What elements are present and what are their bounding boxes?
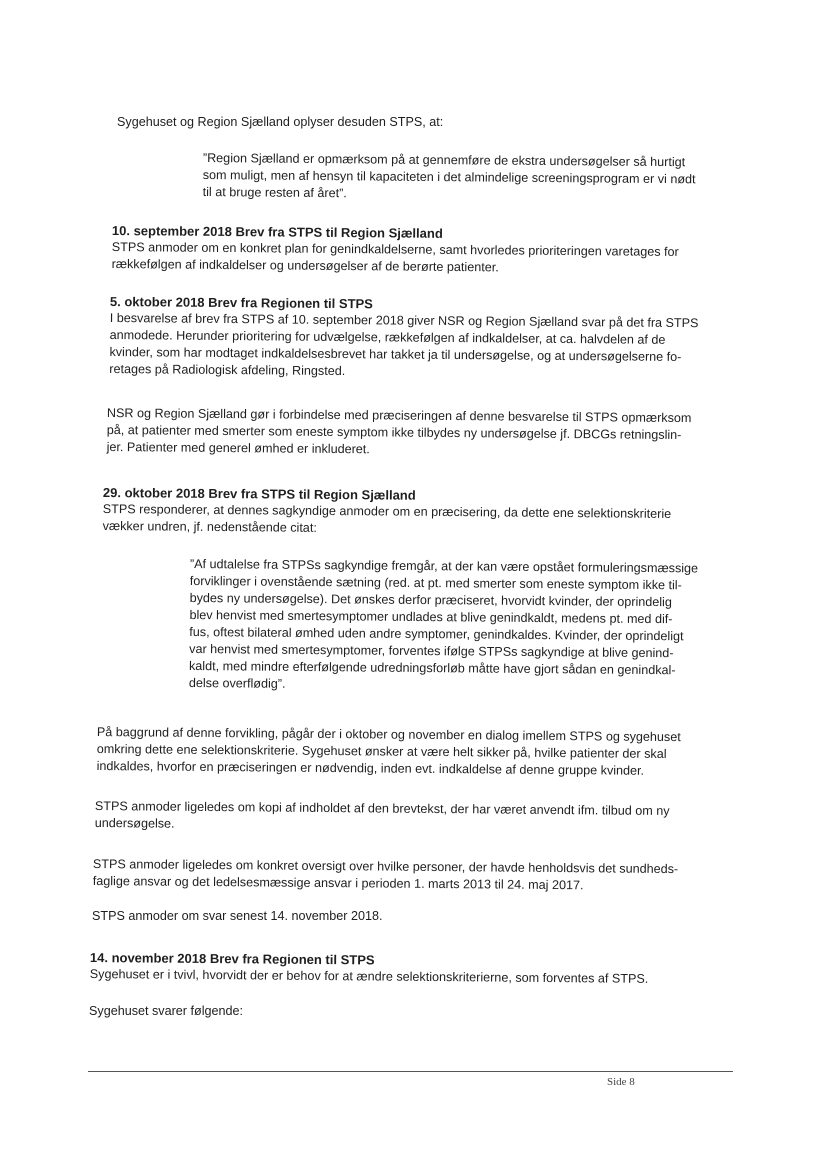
section-heading: 29. oktober 2018 Brev fra STPS til Region Sjælland xyxy=(102,484,416,503)
intro-quote: ”Region Sjælland er opmærksom på at gennemføre de ekstra undersøgelser så hurtigt som muligt, men af hensyn til kapaciteten i det almindelige screeningsprogram er vi nødt til at bruge resten af året”. xyxy=(202,150,696,201)
page-number: Side 8 xyxy=(607,1076,635,1088)
intro-line: Sygehuset og Region Sjælland oplyser desuden STPS, at: xyxy=(117,115,444,129)
section-heading: 10. september 2018 Brev fra STPS til Region Sjælland xyxy=(111,222,443,241)
section-sep10: 10. september 2018 Brev fra STPS til Region Sjælland STPS anmoder om en konkret plan for genindkaldelserne, samt hvorledes prioriteringen varetages for rækkefølgen af indkaldelser og undersøgelser af de berørte patienter. xyxy=(111,222,679,275)
paragraph: STPS anmoder om svar senest 14. november 2018. xyxy=(92,909,383,923)
paragraph: STPS anmoder ligeledes om konkret oversigt over hvilke personer, der havde henholdsvis det sundheds- faglige ansvar og det ledelsesmæssige ansvar i perioden 1. marts 2013 til 24. maj 2017. xyxy=(92,856,679,893)
section-okt5: 5. oktober 2018 Brev fra Regionen til STPS I besvarelse af brev fra STPS af 10. september 2018 giver NSR og Region Sjælland svar på det fra STPS anmodede. Herunder prioritering for udvælgelse, rækkefølgen af indkaldelser, at ca. halvdelen af de kvinder, som har modtaget indkaldelsesbrevet har takket ja til undersøgelse, og at undersøgelserne fo- retages på Radiologisk afdeling, Ringsted. xyxy=(109,293,699,379)
footer-rule xyxy=(88,1071,733,1072)
paragraph: Sygehuset svarer følgende: xyxy=(89,1004,244,1018)
section-heading: 5. oktober 2018 Brev fra Regionen til STPS xyxy=(109,293,373,312)
section-nov14: 14. november 2018 Brev fra Regionen til STPS Sygehuset er i tvivl, hvorvidt der er behov for at ændre selektionskriterierne, som forventes af STPS. xyxy=(89,949,649,986)
paragraph: NSR og Region Sjælland gør i forbindelse med præciseringen af denne besvarelse til STPS opmærksom på, at patienter med smerter som eneste symptom ikke tilbydes ny undersøgelse jf. DBCGs retningslin- jer. Patienter med generel ømhed er inkluderet. xyxy=(106,405,692,457)
section-okt29: 29. oktober 2018 Brev fra STPS til Region Sjælland STPS responderer, at dennes sagkyndige anmoder om en præcisering, da dette ene selektionskriterie vækker undren, jf. nedenstående citat: xyxy=(102,484,672,535)
paragraph: STPS anmoder ligeledes om kopi af indholdet af den brevtekst, der har været anvendt ifm. tilbud om ny undersøgelse. xyxy=(94,798,670,831)
sagkyndige-quote: ”Af udtalelse fra STPSs sagkyndige fremgår, at der kan være opstået formuleringsmæssige forviklinger i ovenstående sætning (red. at pt. med smerter som eneste symptom ikke til- bydes ny undersøgelse). Det ønskes derfor præciseret, hvorvidt kvinder, der oprindelig blev henvist med smertesymptomer undlades at blive genindkaldt, medens pt. med dif- fus, oftest bilateral ømhed uden andre symptomer, genindkaldes. Kvinder, der oprindeligt var henvist med smertesymptomer, forventes ifølge STPSs sagkyndige at blive genind- kaldt, med mindre efterfølgende udredningsforløb måtte have gjort sådan en genindkal- delse overflødig”. xyxy=(188,556,699,691)
section-heading: 14. november 2018 Brev fra Regionen til STPS xyxy=(89,949,375,968)
paragraph: På baggrund af denne forvikling, pågår der i oktober og november en dialog imellem STPS og sygehuset omkring dette ene selektionskriterie. Sygehuset ønsker at være helt sikker på, hvilke patienter der skal indkaldes, hvorfor en præciseringen er nødvendig, inden evt. indkaldelse af denne gruppe kvinder. xyxy=(96,724,681,778)
